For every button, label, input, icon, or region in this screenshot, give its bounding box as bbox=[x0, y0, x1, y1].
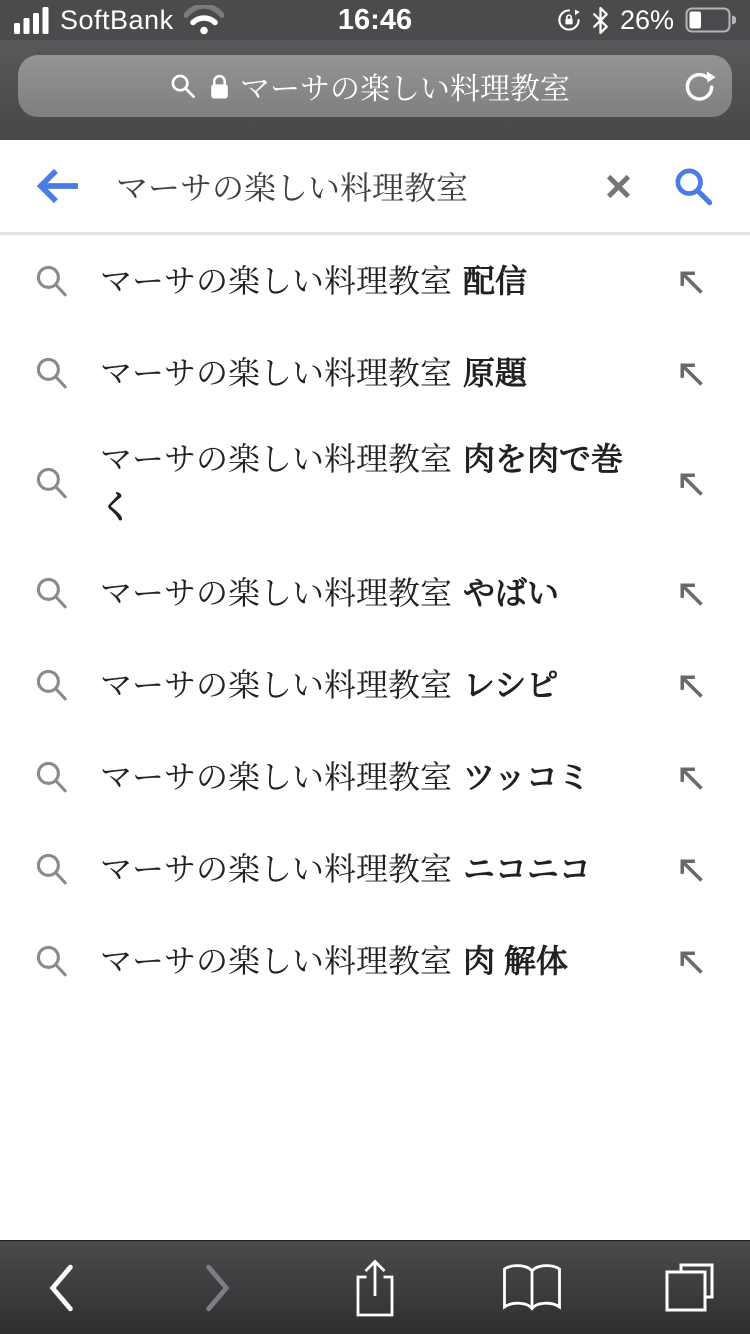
suggestion-suffix: ニコニコ bbox=[463, 851, 592, 887]
clock: 16:46 bbox=[337, 3, 413, 36]
battery-icon bbox=[685, 7, 736, 33]
suggestion-text bbox=[100, 737, 630, 817]
browser-chrome bbox=[0, 40, 750, 140]
back-chevron-icon[interactable] bbox=[26, 1241, 96, 1334]
suggestion-suffix: 肉を肉で巻く bbox=[100, 441, 624, 525]
clear-icon[interactable] bbox=[588, 171, 648, 202]
suggestion-prefix: マーサの楽しい料理教室 bbox=[100, 851, 453, 887]
suggestion-suffix: 肉 解体 bbox=[463, 943, 568, 979]
suggestion-prefix: マーサの楽しい料理教室 bbox=[100, 575, 453, 611]
suggestion-prefix: マーサの楽しい料理教室 bbox=[100, 441, 453, 477]
share-icon[interactable] bbox=[340, 1241, 410, 1334]
suggestion-text bbox=[100, 921, 630, 1001]
search-icon bbox=[170, 73, 197, 100]
suggestion-list bbox=[0, 235, 750, 1007]
suggestion-row[interactable] bbox=[0, 547, 750, 639]
search-icon bbox=[0, 355, 86, 391]
insert-suggestion-icon[interactable] bbox=[630, 669, 750, 702]
url-field-icons bbox=[170, 73, 230, 100]
insert-suggestion-icon[interactable] bbox=[630, 467, 750, 500]
suggestion-row[interactable] bbox=[0, 823, 750, 915]
insert-suggestion-icon[interactable] bbox=[630, 853, 750, 886]
search-icon bbox=[0, 851, 86, 887]
insert-suggestion-icon[interactable] bbox=[630, 265, 750, 298]
rotation-lock-icon bbox=[557, 8, 581, 32]
suggestion-text bbox=[100, 553, 630, 633]
forward-chevron-icon[interactable] bbox=[183, 1241, 253, 1334]
suggestion-row[interactable] bbox=[0, 327, 750, 419]
suggestion-row[interactable] bbox=[0, 731, 750, 823]
suggestion-text bbox=[100, 829, 630, 909]
insert-suggestion-icon[interactable] bbox=[630, 357, 750, 390]
suggestion-suffix: ツッコミ bbox=[463, 759, 591, 795]
suggestion-row[interactable] bbox=[0, 639, 750, 731]
suggestion-row[interactable] bbox=[0, 419, 750, 547]
url-field[interactable] bbox=[18, 55, 732, 117]
suggestion-prefix: マーサの楽しい料理教室 bbox=[100, 263, 453, 299]
insert-suggestion-icon[interactable] bbox=[630, 577, 750, 610]
search-header bbox=[0, 140, 750, 232]
carrier-label: SoftBank bbox=[60, 4, 174, 35]
search-icon bbox=[0, 465, 86, 501]
suggestion-row[interactable] bbox=[0, 915, 750, 1007]
search-icon[interactable] bbox=[660, 165, 726, 208]
search-icon bbox=[0, 943, 86, 979]
tabs-icon[interactable] bbox=[654, 1241, 724, 1334]
insert-suggestion-icon[interactable] bbox=[630, 761, 750, 794]
safari-toolbar bbox=[0, 1240, 750, 1334]
suggestion-text bbox=[100, 419, 630, 547]
suggestion-text bbox=[100, 241, 630, 321]
suggestion-suffix: 原題 bbox=[463, 355, 528, 391]
suggestion-prefix: マーサの楽しい料理教室 bbox=[100, 667, 453, 703]
search-icon bbox=[0, 263, 86, 299]
suggestion-suffix: やばい bbox=[463, 575, 560, 611]
suggestion-text bbox=[100, 645, 630, 725]
suggestion-prefix: マーサの楽しい料理教室 bbox=[100, 759, 453, 795]
search-icon bbox=[0, 667, 86, 703]
suggestion-row[interactable] bbox=[0, 235, 750, 327]
suggestion-suffix: 配信 bbox=[463, 263, 528, 299]
reload-icon[interactable] bbox=[683, 55, 716, 117]
back-arrow-icon[interactable] bbox=[34, 167, 80, 205]
suggestion-text bbox=[100, 333, 630, 413]
search-icon bbox=[0, 759, 86, 795]
suggestion-prefix: マーサの楽しい料理教室 bbox=[100, 355, 453, 391]
search-icon bbox=[0, 575, 86, 611]
bookmarks-icon[interactable] bbox=[497, 1241, 567, 1334]
bluetooth-icon bbox=[592, 7, 609, 34]
suggestion-prefix: マーサの楽しい料理教室 bbox=[100, 943, 453, 979]
status-bar bbox=[0, 0, 750, 40]
lock-icon bbox=[209, 73, 230, 100]
insert-suggestion-icon[interactable] bbox=[630, 945, 750, 978]
battery-percent-label: 26% bbox=[619, 4, 674, 35]
search-query-input[interactable]: マーサの楽しい料理教室 bbox=[116, 170, 469, 206]
url-text: マーサの楽しい料理教室 bbox=[240, 73, 570, 106]
suggestion-suffix: レシピ bbox=[463, 667, 559, 703]
status-right-cluster bbox=[557, 0, 736, 40]
